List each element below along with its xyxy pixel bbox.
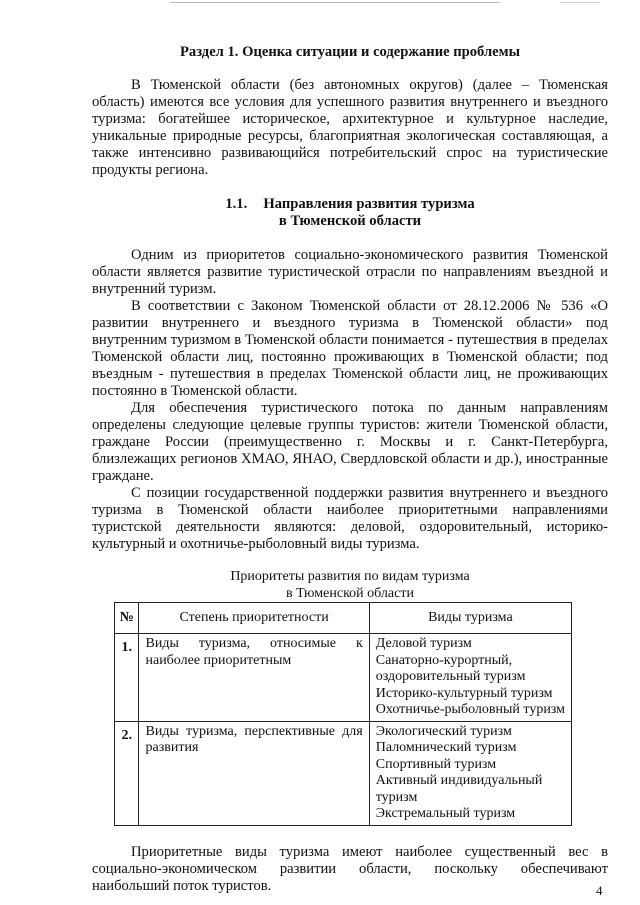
kind-item: Паломнический туризм — [375, 740, 517, 755]
subsection-heading — [92, 196, 608, 230]
table-row — [115, 721, 572, 825]
header-kinds: Виды туризма — [369, 603, 571, 634]
kind-item: Активный индивидуальный — [375, 773, 543, 788]
paragraph-4: С позиции государственной поддержки развития внутреннего и въездного туризма в Тюменской области наиболее приоритетными направлениями туристской деятельности являются: деловой, оздоровительный, историко-культурный и охотничье-рыболовный виды туризма. — [92, 485, 608, 552]
intro-paragraph: В Тюменской области (без автономных округов) (далее – Тюменская область) имеются все условия для успешного развития внутреннего и въездного туризма: богатейшее историческое, архитектурное и культурное наследие, уникальные природные ресурсы, благоприятная экологическая составляющая, а также интенсивно развивающийся потребительский спрос на туристические продукты региона. — [92, 77, 608, 178]
table-caption — [92, 568, 608, 602]
subsection-title-line1: Направления развития туризма — [263, 196, 475, 212]
row-number: 2. — [115, 721, 139, 825]
page-number: 4 — [596, 883, 603, 898]
header-degree: Степень приоритетности — [139, 603, 369, 634]
kind-item: туризм — [375, 789, 418, 805]
row-kinds — [369, 721, 571, 825]
paragraph-3: Для обеспечения туристического потока по данным направлениям определены следующие целевые группы туристов: жители Тюменской области, граждане России (преимущественно г. Москвы и г. Санкт-Петербурга, близлежащих регионов ХМАО, ЯНАО, Свердловской области и др.), иностранные граждане. — [92, 400, 608, 484]
kind-item: Историко-культурный туризм — [375, 685, 553, 701]
table-row — [115, 634, 572, 722]
row-degree: Виды туризма, относимые к наиболее приоритетным — [139, 634, 369, 722]
row-kinds — [369, 634, 571, 722]
table-header-row — [115, 603, 572, 634]
subsection-number: 1.1. — [225, 196, 248, 212]
priority-table — [114, 602, 572, 826]
final-paragraph: Приоритетные виды туризма имеют наиболее существенный вес в социально-экономическом развитии области, поскольку обеспечивают наибольший поток туристов. — [92, 843, 608, 894]
kind-item: Санаторно-курортный, — [375, 652, 513, 668]
scan-top-line — [170, 2, 500, 3]
paragraph-1: Одним из приоритетов социально-экономического развития Тюменской области является развитие туристической отрасли по направлениям въездной и внутренний туризм. — [92, 247, 608, 297]
section-title: Раздел 1. Оценка ситуации и содержание проблемы — [180, 44, 520, 60]
kind-item: Охотничье-рыболовный туризм — [375, 702, 565, 717]
document-page — [92, 44, 608, 895]
header-number: № — [115, 603, 139, 634]
kind-item: оздоровительный туризм — [375, 669, 526, 684]
table-caption-line2: в Тюменской области — [286, 586, 414, 601]
kind-item: Деловой туризм — [375, 636, 472, 651]
scan-top-line-right — [560, 2, 600, 3]
row-degree: Виды туризма, перспективные для развития — [139, 721, 369, 825]
row-number: 1. — [115, 634, 139, 722]
table-caption-line1: Приоритеты развития по видам туризма — [230, 569, 470, 584]
paragraph-2: В соответствии с Законом Тюменской области от 28.12.2006 № 536 «О развитии внутреннего и въездного туризма в Тюменской области» под внутренним туризмом в Тюменской области понимается - путешествия в пределах Тюменской области лиц, постоянно проживающих в Тюменской области; под въездным - путешествия в пределах Тюменской области лиц, не проживающих постоянно в Тюменской области. — [92, 298, 608, 399]
kind-item: Спортивный туризм — [375, 756, 497, 772]
kind-item: Экологический туризм — [375, 723, 512, 739]
kind-item: Экстремальный туризм — [375, 806, 516, 821]
subsection-title-line2: в Тюменской области — [278, 213, 422, 229]
